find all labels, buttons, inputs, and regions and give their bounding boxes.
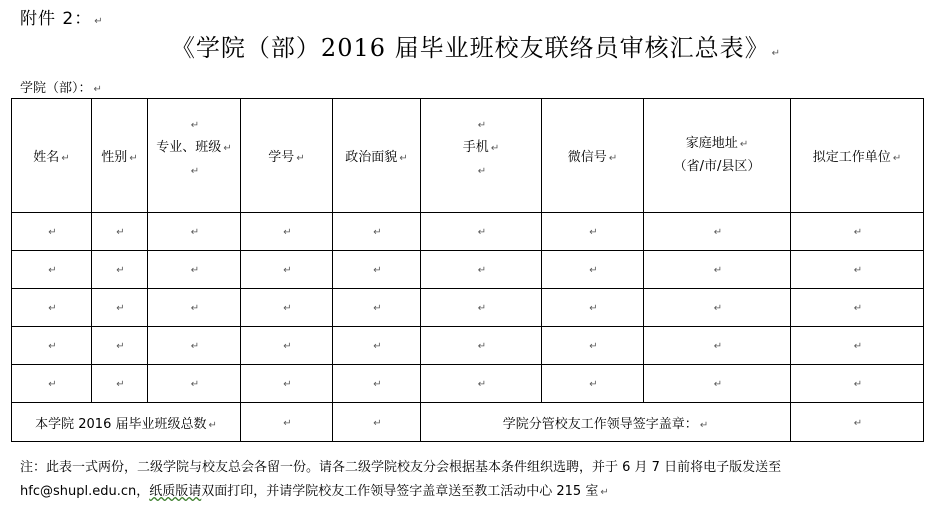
table-cell[interactable]: ↵ xyxy=(333,289,421,327)
table-cell[interactable]: ↵ xyxy=(791,213,924,251)
total-class-count-label: 本学院 2016 届毕业班级总数 ↵ xyxy=(12,403,241,442)
leader-signature-label: 学院分管校友工作领导签字盖章： ↵ xyxy=(421,403,791,442)
table-cell[interactable]: ↵ xyxy=(12,289,92,327)
header-cell-phone: ↵ 手机 ↵ ↵ xyxy=(421,99,542,213)
table-cell[interactable]: ↵ xyxy=(92,213,148,251)
table-cell[interactable]: ↵ xyxy=(12,365,92,403)
table-cell[interactable]: ↵ xyxy=(421,327,542,365)
table-cell[interactable]: ↵ xyxy=(148,289,241,327)
table-cell[interactable]: ↵ xyxy=(148,365,241,403)
table-cell[interactable]: ↵ xyxy=(241,289,333,327)
table-cell[interactable]: ↵ xyxy=(241,251,333,289)
table-cell[interactable]: ↵ xyxy=(148,213,241,251)
footnote-underlined-text: 纸质版请 xyxy=(149,484,202,499)
table-cell[interactable]: ↵ xyxy=(92,327,148,365)
table-header-row xyxy=(12,99,924,213)
table-total-row xyxy=(12,403,924,442)
table-cell[interactable]: ↵ xyxy=(333,365,421,403)
page-title: 《学院（部）2016 届毕业班校友联络员审核汇总表》 ↵ xyxy=(170,34,782,62)
table-cell[interactable]: ↵ xyxy=(333,213,421,251)
college-label: 学院（部）： ↵ xyxy=(20,81,102,96)
table-cell[interactable]: ↵ xyxy=(241,327,333,365)
footnote-line-2: hfc@shupl.edu.cn，纸质版请双面打印，并请学院校友工作领导签字盖章送至教工活动中心 215 室 ↵ xyxy=(20,484,609,499)
table-cell[interactable]: ↵ xyxy=(241,365,333,403)
table-cell[interactable]: ↵ xyxy=(241,213,333,251)
table-cell[interactable]: ↵ xyxy=(542,365,644,403)
header-cell-home-address: 家庭地址 ↵ （省/市/县区） xyxy=(644,99,791,213)
table-cell[interactable]: ↵ xyxy=(421,213,542,251)
table-row xyxy=(12,213,924,251)
table-cell[interactable]: ↵ xyxy=(791,289,924,327)
summary-table xyxy=(11,98,924,442)
table-cell[interactable]: ↵ xyxy=(542,213,644,251)
table-cell[interactable]: ↵ xyxy=(12,213,92,251)
table-cell[interactable]: ↵ xyxy=(421,289,542,327)
paragraph-mark: ↵ xyxy=(94,16,104,27)
header-cell-planned-employer: 拟定工作单位 ↵ xyxy=(791,99,924,213)
total-class-count-value[interactable]: ↵ xyxy=(241,403,333,442)
header-cell-name: 姓名 ↵ xyxy=(12,99,92,213)
table-cell[interactable]: ↵ xyxy=(644,251,791,289)
table-cell[interactable]: ↵ xyxy=(542,327,644,365)
table-cell[interactable]: ↵ xyxy=(644,213,791,251)
table-cell[interactable]: ↵ xyxy=(92,251,148,289)
table-cell[interactable]: ↵ xyxy=(644,289,791,327)
header-cell-wechat: 微信号 ↵ xyxy=(542,99,644,213)
header-cell-student-id: 学号 ↵ xyxy=(241,99,333,213)
header-cell-gender: 性别 ↵ xyxy=(92,99,148,213)
table-cell[interactable]: ↵ xyxy=(333,403,421,442)
footnote xyxy=(20,456,781,505)
table-cell[interactable]: ↵ xyxy=(644,365,791,403)
paragraph-mark: ↵ xyxy=(93,84,102,95)
table-cell[interactable]: ↵ xyxy=(542,251,644,289)
table-cell[interactable]: ↵ xyxy=(333,327,421,365)
table-cell[interactable]: ↵ xyxy=(92,289,148,327)
footnote-line-1: 注：此表一式两份，二级学院与校友总会各留一份。请各二级学院校友分会根据基本条件组织选聘，并于 6 月 7 日前将电子版发送至 xyxy=(20,460,782,475)
table-cell[interactable]: ↵ xyxy=(644,327,791,365)
header-cell-political-status: 政治面貌 ↵ xyxy=(333,99,421,213)
table-cell[interactable]: ↵ xyxy=(791,251,924,289)
table-cell[interactable]: ↵ xyxy=(421,251,542,289)
table-row xyxy=(12,251,924,289)
table-cell[interactable]: ↵ xyxy=(148,327,241,365)
attachment-label: 附件 2： ↵ xyxy=(20,9,104,29)
paragraph-mark: ↵ xyxy=(600,487,609,498)
table-cell[interactable]: ↵ xyxy=(791,365,924,403)
contact-email: hfc@shupl.edu.cn， xyxy=(20,484,150,499)
table-cell[interactable]: ↵ xyxy=(12,251,92,289)
table-row xyxy=(12,289,924,327)
paragraph-mark: ↵ xyxy=(771,48,782,59)
table-cell[interactable]: ↵ xyxy=(12,327,92,365)
table-cell[interactable]: ↵ xyxy=(148,251,241,289)
table-cell[interactable]: ↵ xyxy=(791,327,924,365)
table-cell[interactable]: ↵ xyxy=(92,365,148,403)
header-cell-major-class: ↵ 专业、班级 ↵ ↵ xyxy=(148,99,241,213)
table-row xyxy=(12,327,924,365)
table-cell[interactable]: ↵ xyxy=(421,365,542,403)
table-cell[interactable]: ↵ xyxy=(542,289,644,327)
leader-signature-field[interactable]: ↵ xyxy=(791,403,924,442)
table-cell[interactable]: ↵ xyxy=(333,251,421,289)
table-row xyxy=(12,365,924,403)
